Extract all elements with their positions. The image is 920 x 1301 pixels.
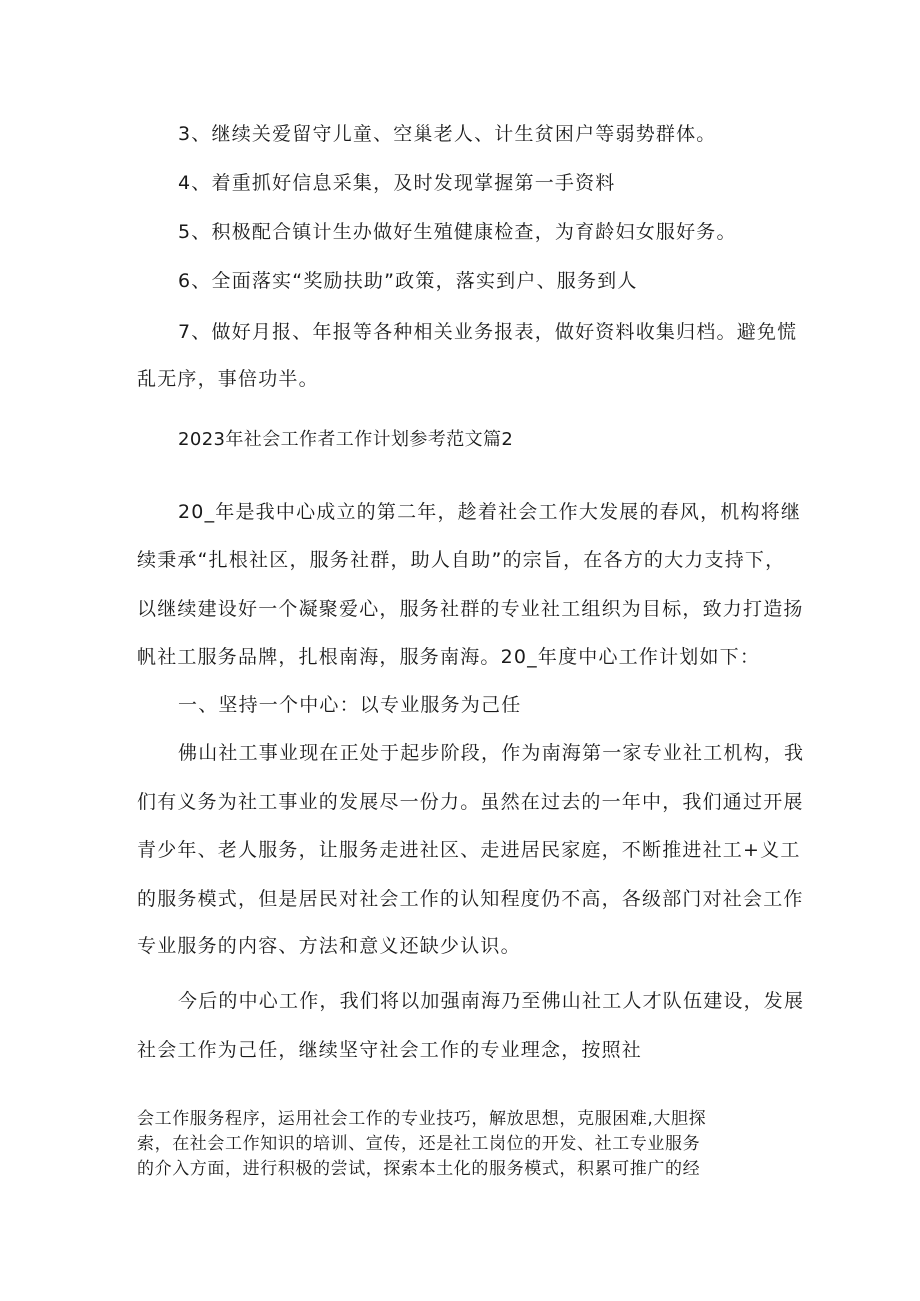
section-one-line-2: 们有义务为社工事业的发展尽一份力。虽然在过去的一年中，我们通过开展 xyxy=(137,791,804,813)
article-title: 2023年社会工作者工作计划参考范文篇2 xyxy=(178,429,514,450)
future-line-2: 社会工作为己任，继续坚守社会工作的专业理念，按照社 xyxy=(137,1039,643,1061)
intro-line-3: 以继续建设好一个凝聚爱心，服务社群的专业社工组织为目标，致力打造扬 xyxy=(137,598,804,620)
continued-line-2: 索，在社会工作知识的培训、宣传，还是社工岗位的开发、社工专业服务 xyxy=(137,1134,701,1154)
list-item-7-line-2: 乱无序，事倍功半。 xyxy=(137,368,319,390)
list-item-4: 4、着重抓好信息采集，及时发现掌握第一手资料 xyxy=(178,172,616,194)
intro-line-4: 帆社工服务品牌，扎根南海，服务南海。20_年度中心工作计划如下： xyxy=(137,646,761,668)
section-one-line-1: 佛山社工事业现在正处于起步阶段，作为南海第一家专业社工机构，我 xyxy=(178,742,805,764)
section-one-heading: 一、坚持一个中心：以专业服务为己任 xyxy=(178,694,522,716)
list-item-6: 6、全面落实“奖励扶助”政策，落实到户、服务到人 xyxy=(178,270,638,292)
section-one-line-5: 专业服务的内容、方法和意义还缺少认识。 xyxy=(137,935,521,957)
list-item-5: 5、积极配合镇计生办做好生殖健康检查，为育龄妇女服好务。 xyxy=(178,221,737,243)
intro-line-2: 续秉承“扎根社区，服务社群，助人自助”的宗旨，在各方的大力支持下， xyxy=(137,549,786,571)
list-item-7-line-1: 7、做好月报、年报等各种相关业务报表，做好资料收集归档。避免慌 xyxy=(178,321,798,343)
future-line-1: 今后的中心工作，我们将以加强南海乃至佛山社工人才队伍建设，发展 xyxy=(178,990,805,1012)
continued-line-3: 的介入方面，进行积极的尝试，探索本土化的服务模式，积累可推广的经 xyxy=(137,1159,701,1179)
continued-line-1: 会工作服务程序，运用社会工作的专业技巧，解放思想，克服困难,大胆探 xyxy=(137,1109,707,1129)
section-one-line-3: 青少年、老人服务，让服务走进社区、走进居民家庭，不断推进社工+义工 xyxy=(137,839,801,861)
list-item-3: 3、继续关爱留守儿童、空巢老人、计生贫困户等弱势群体。 xyxy=(178,123,717,145)
intro-line-1: 20_年是我中心成立的第二年，趁着社会工作大发展的春风，机构将继 xyxy=(178,501,802,523)
section-one-line-4: 的服务模式，但是居民对社会工作的认知程度仍不高，各级部门对社会工作 xyxy=(137,888,804,910)
